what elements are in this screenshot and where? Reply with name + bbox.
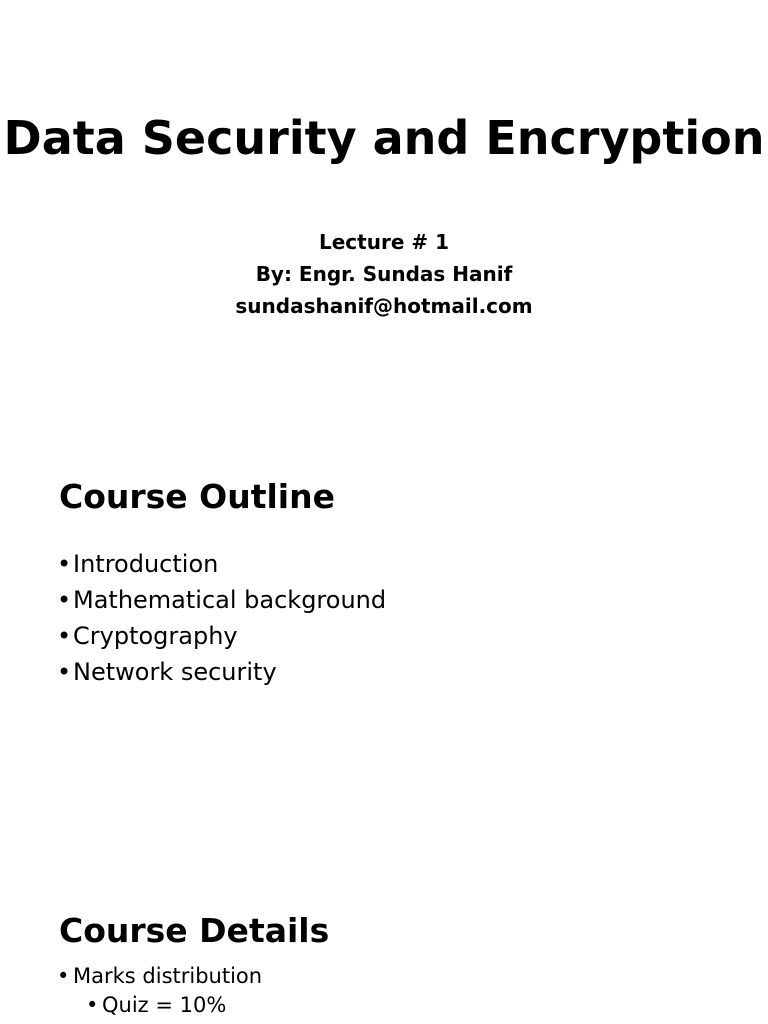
subtitle-block bbox=[0, 226, 768, 322]
list-item bbox=[57, 654, 386, 690]
list-item-label: Marks distribution bbox=[73, 964, 263, 988]
list-item bbox=[57, 618, 386, 654]
list-item-label: Cryptography bbox=[73, 622, 238, 650]
bullet-icon: • bbox=[57, 622, 72, 650]
list-item bbox=[57, 962, 262, 991]
course-outline-slide bbox=[0, 470, 768, 730]
lecture-number: Lecture # 1 bbox=[319, 230, 449, 254]
list-item-label: Network security bbox=[73, 658, 277, 686]
list-item bbox=[57, 546, 386, 582]
bullet-icon: • bbox=[57, 550, 72, 578]
bullet-icon: • bbox=[57, 586, 72, 614]
course-outline-heading: Course Outline bbox=[59, 477, 335, 516]
author-email: sundashanif@hotmail.com bbox=[235, 294, 533, 318]
author-line: By: Engr. Sundas Hanif bbox=[255, 262, 513, 286]
title-slide bbox=[0, 0, 768, 400]
list-item-label: Quiz = 10% bbox=[102, 993, 227, 1017]
course-details-slide bbox=[0, 905, 768, 1024]
list-item-label: Introduction bbox=[73, 550, 219, 578]
course-details-heading: Course Details bbox=[59, 911, 330, 950]
bullet-icon: • bbox=[86, 993, 99, 1017]
list-item-label: Mathematical background bbox=[73, 586, 387, 614]
course-details-list bbox=[57, 962, 262, 1020]
bullet-icon: • bbox=[57, 964, 70, 988]
bullet-icon: • bbox=[57, 658, 72, 686]
list-item bbox=[57, 582, 386, 618]
course-outline-list bbox=[57, 546, 386, 690]
list-item bbox=[57, 991, 262, 1020]
page-title: Data Security and Encryption bbox=[3, 111, 765, 165]
